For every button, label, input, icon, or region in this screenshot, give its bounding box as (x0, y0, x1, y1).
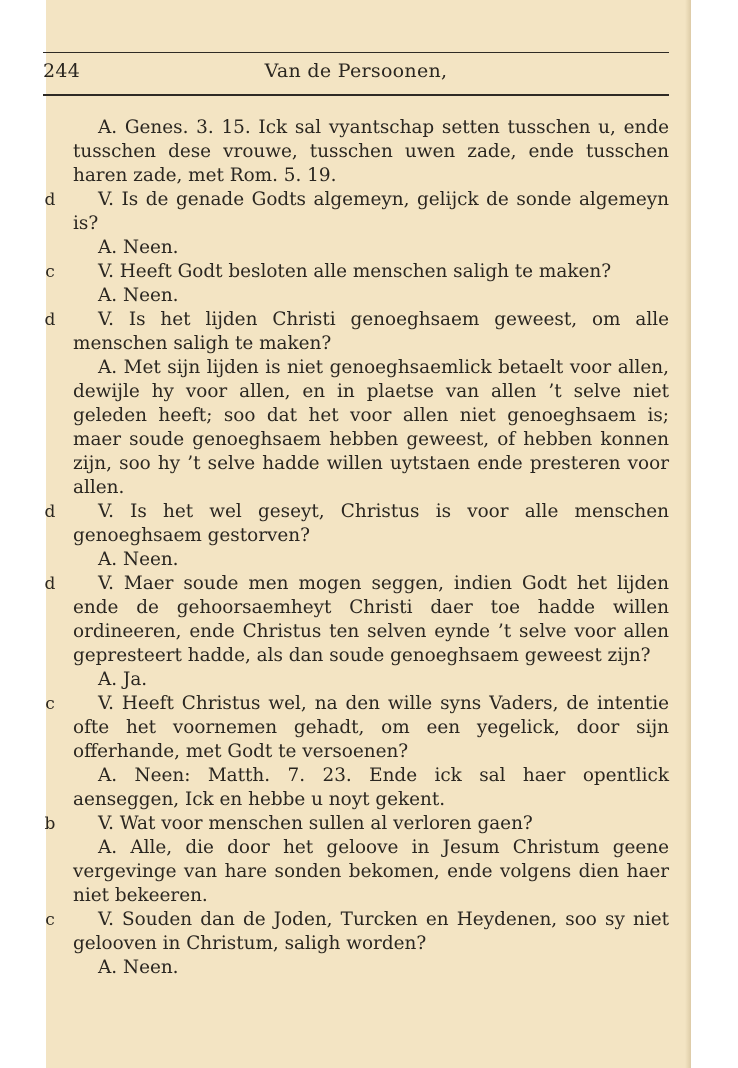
paragraph-text: V. Is het lijden Christi genoeghsaem geweest, om alle menschen saligh te maken? (73, 309, 669, 354)
page-header (43, 60, 669, 88)
paragraph-text: A. Alle, die door het geloove in Jesum Christum geene vergevinge van hare sonden bekomen, ende volgens dien haer niet bekeeren. (73, 837, 669, 906)
paragraph (73, 356, 669, 500)
paragraph (44, 812, 669, 836)
margin-letter: c (45, 694, 55, 714)
running-head: Van de Persoonen, (264, 60, 448, 82)
margin-letter: c (45, 262, 55, 282)
paragraph-text: V. Heeft Godt besloten alle menschen saligh te maken? (98, 261, 612, 282)
paragraph (73, 284, 669, 308)
margin-letter: d (44, 574, 56, 594)
paragraph (73, 836, 669, 908)
paragraph (73, 548, 669, 572)
paragraph-text: V. Is de genade Godts algemeyn, gelijck de sonde algemeyn is? (73, 189, 669, 234)
paragraph (45, 908, 669, 956)
paragraph (45, 260, 669, 284)
paragraph-text: V. Wat voor menschen sullen al verloren gaen? (98, 813, 533, 834)
margin-letter: b (44, 814, 56, 834)
page-body (44, 116, 669, 980)
paragraph (44, 308, 669, 356)
page-number: 244 (43, 60, 81, 82)
paragraph-text: A. Neen. (98, 957, 179, 978)
paragraph-text: A. Met sijn lijden is niet genoeghsaemlick betaelt voor allen, dewijle hy voor allen, en in plaetse van allen ’t selve niet geleden heeft; soo dat het voor allen niet genoeghsaem is; maer soude genoeghsaem hebben geweest, of hebben konnen zijn, soo hy ’t selve hadde willen uytstaen ende presteren voor allen. (73, 357, 669, 498)
paragraph-text: A. Genes. 3. 15. Ick sal vyantschap setten tusschen u, ende tusschen dese vrouwe, tusschen uwen zade, ende tusschen haren zade, met Rom. 5. 19. (73, 117, 669, 186)
paragraph-text: V. Maer soude men mogen seggen, indien Godt het lijden ende de gehoorsaemheyt Christi daer toe hadde willen ordineeren, ende Christus ten selven eynde ’t selve voor allen gepresteert hadde, als dan soude genoeghsaem geweest zijn? (73, 573, 669, 666)
margin-letter: d (44, 502, 56, 522)
paragraph (44, 500, 669, 548)
paragraph (73, 956, 669, 980)
margin-letter: d (44, 310, 56, 330)
paragraph-text: A. Ja. (98, 669, 148, 690)
margin-letter: c (45, 910, 55, 930)
paragraph-text: A. Neen. (98, 237, 179, 258)
paragraph-text: V. Is het wel geseyt, Christus is voor alle menschen genoeghsaem gestorven? (73, 501, 669, 546)
paragraph (44, 572, 669, 668)
paragraph-text: A. Neen: Matth. 7. 23. Ende ick sal haer opentlick aenseggen, Ick en hebbe u noyt gekent. (73, 765, 669, 810)
paragraph-text: A. Neen. (98, 285, 179, 306)
paragraph (44, 188, 669, 236)
paragraph (45, 692, 669, 764)
margin-letter: d (44, 190, 56, 210)
paragraph (73, 116, 669, 188)
header-rule (43, 94, 669, 96)
paragraph (73, 236, 669, 260)
paragraph-text: V. Souden dan de Joden, Turcken en Heydenen, soo sy niet gelooven in Christum, saligh worden? (73, 909, 669, 954)
paragraph (73, 764, 669, 812)
paragraph-text: A. Neen. (98, 549, 179, 570)
paragraph-text: V. Heeft Christus wel, na den wille syns Vaders, de intentie ofte het voornemen gehadt, om een yegelick, door sijn offerhande, met Godt te versoenen? (73, 693, 669, 762)
top-rule (43, 52, 669, 53)
paragraph (73, 668, 669, 692)
